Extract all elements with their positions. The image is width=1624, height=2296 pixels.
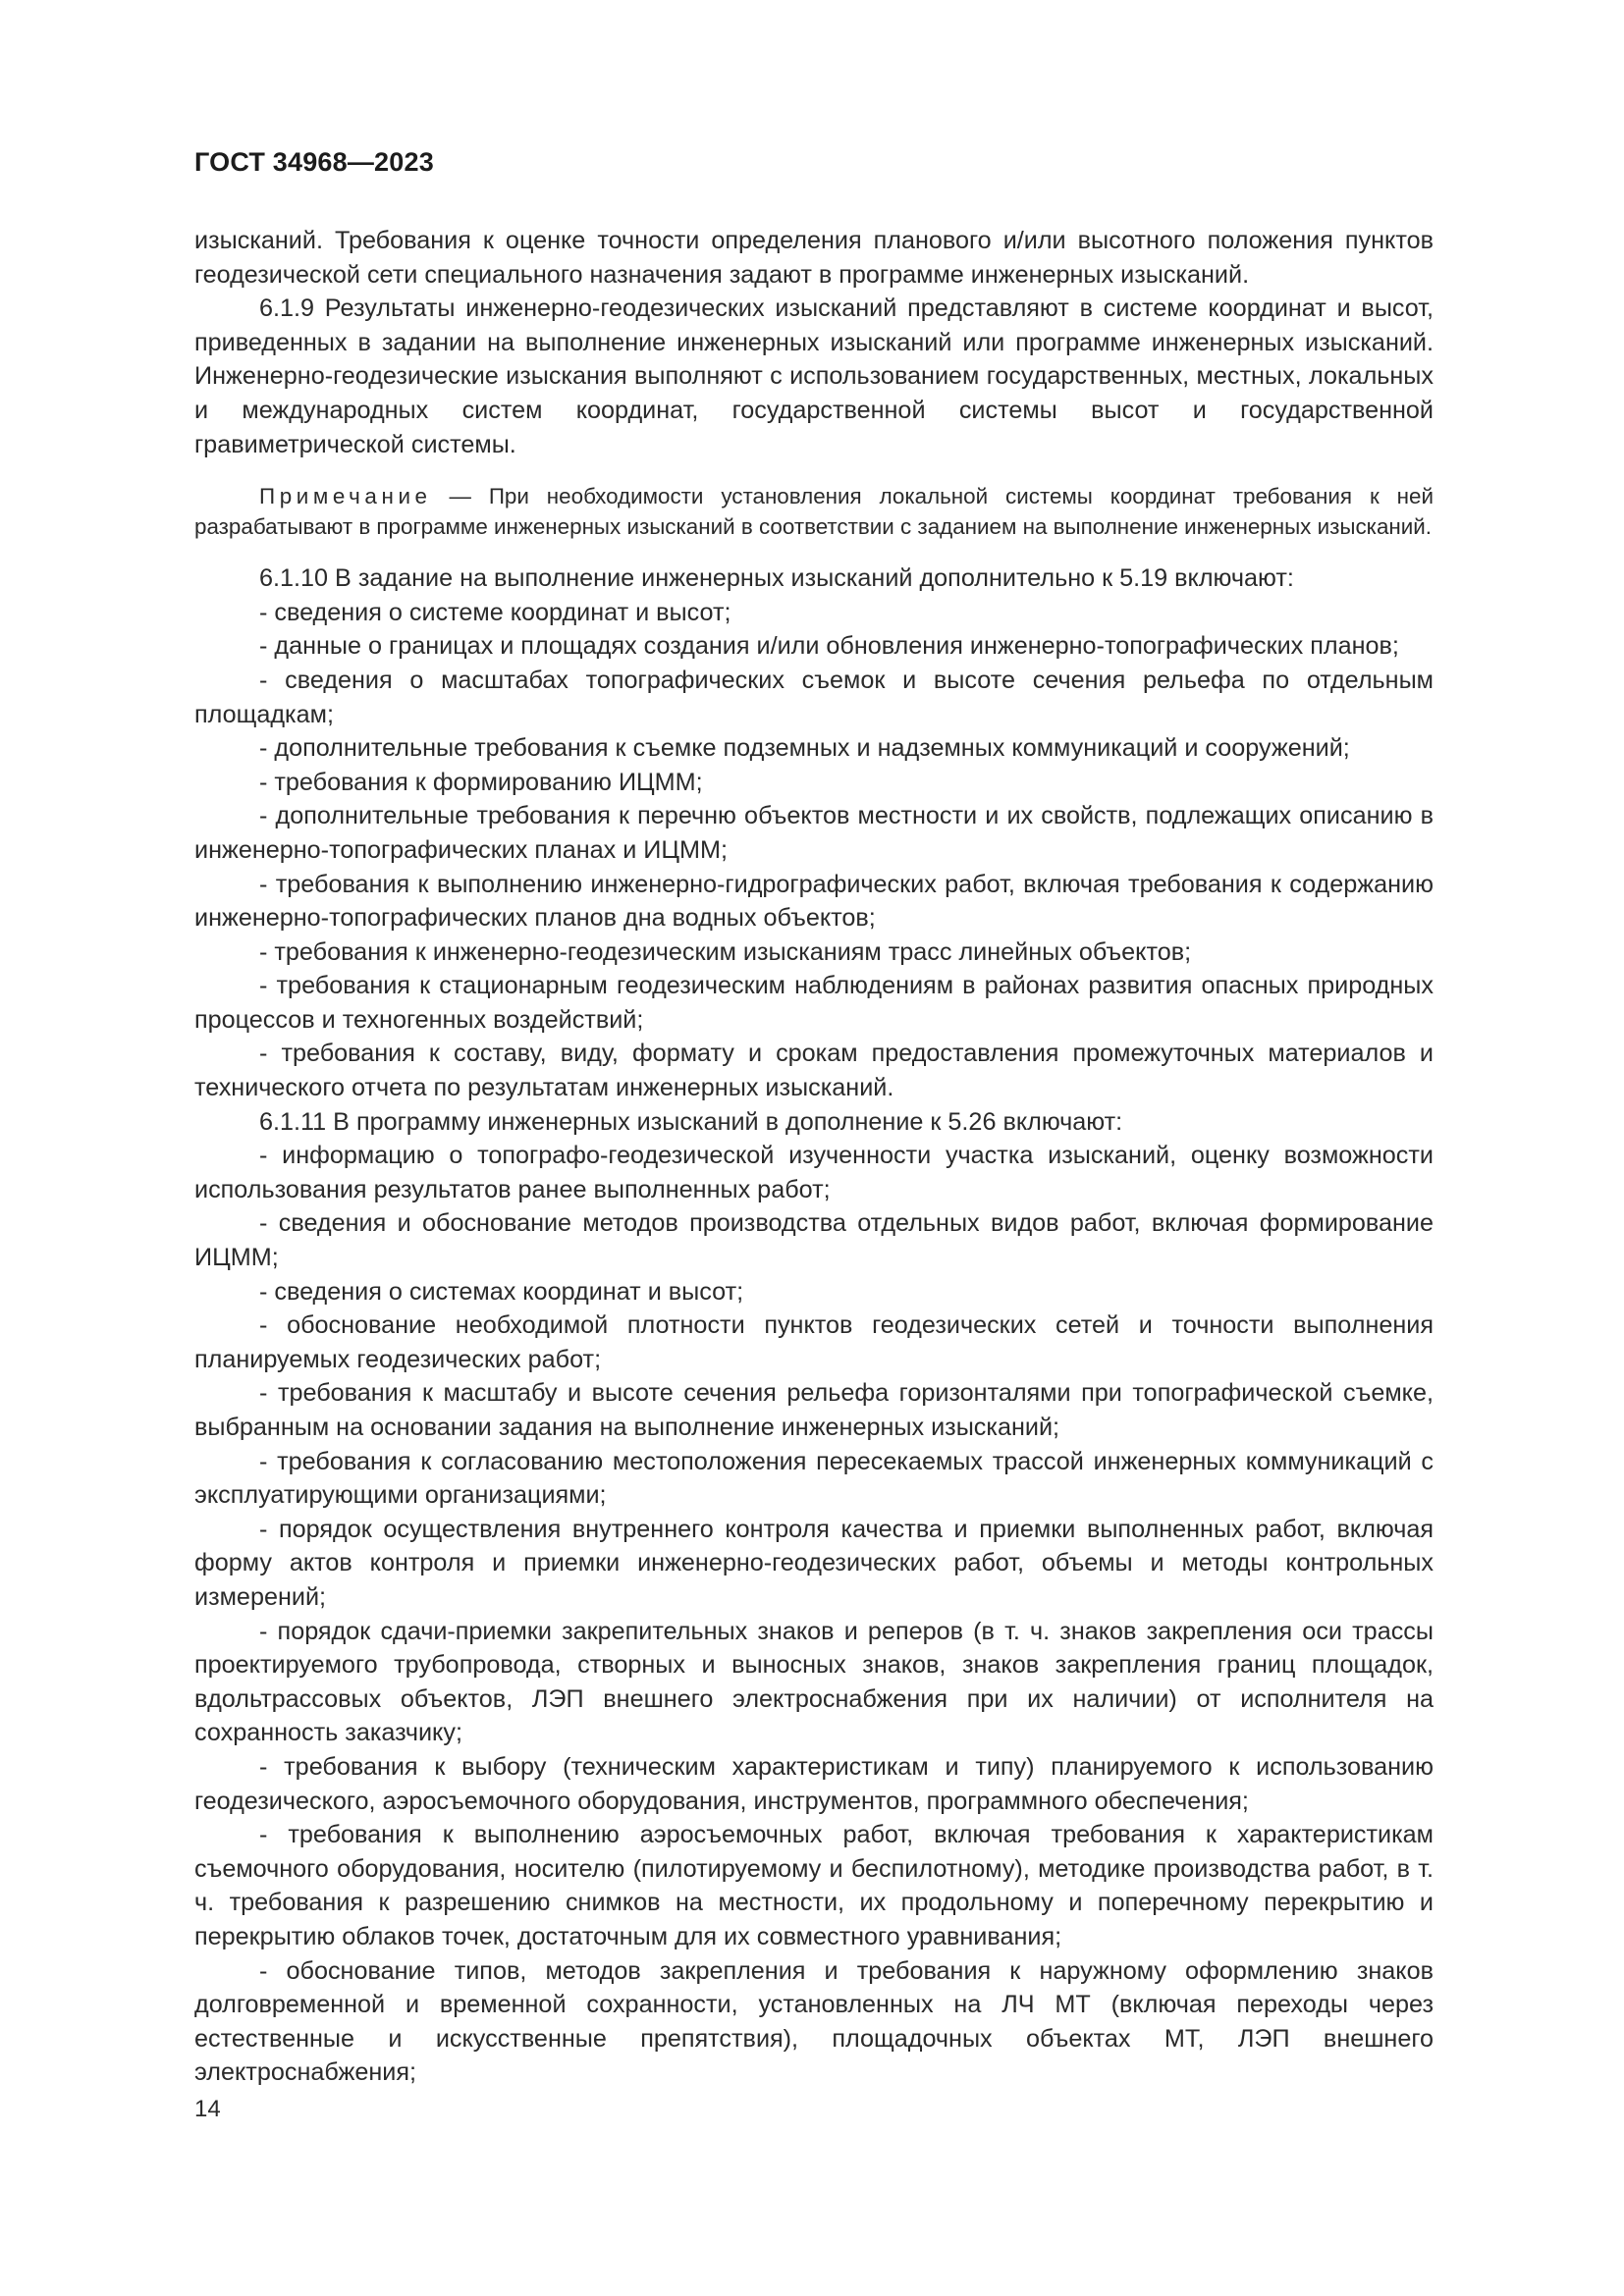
list-item-6-1-10: - сведения о системе координат и высот; <box>259 598 731 626</box>
paragraph-6-1-9: 6.1.9 Результаты инженерно-геодезических изысканий представляют в системе координат и высот, приведенных в задании на выполнение инженерных изысканий или программе инженерных изысканий. Инженерно-геодезические изыскания выполняют с использованием государственных, местных, локальных и международных систем координат, государственной системы высот и государственной гравиметрической системы. <box>194 294 1434 458</box>
list-item-6-1-10: - требования к выполнению инженерно-гидрографических работ, включая требования к содержанию инженерно-топографических планов дна водных объектов; <box>194 870 1434 933</box>
list-item-6-1-10: - данные о границах и площадях создания и/или обновления инженерно-топографических планов; <box>259 632 1399 661</box>
list-item-6-1-11: - порядок осуществления внутреннего контроля качества и приемки выполненных работ, включая форму актов контроля и приемки инженерно-геодезических работ, объемы и методы контрольных измерений; <box>194 1515 1434 1611</box>
document-body <box>194 224 1434 2090</box>
paragraph-6-1-11-intro: 6.1.11 В программу инженерных изысканий в дополнение к 5.26 включают: <box>259 1107 1123 1136</box>
list-item-6-1-11: - требования к выполнению аэросъемочных работ, включая требования к характеристикам съемочного оборудования, носителю (пилотируемому и беспилотному), методике производства работ, в т. ч. требования к разрешению снимков на местности, их продольному и поперечному перекрытию и перекрытию облаков точек, достаточным для их совместного уравнивания; <box>194 1821 1434 1950</box>
list-item-6-1-11: - сведения и обоснование методов производства отдельных видов работ, включая формирование ИЦММ; <box>194 1209 1434 1272</box>
list-item-6-1-11: - сведения о системах координат и высот; <box>259 1277 744 1306</box>
note-text: — При необходимости установления локальной системы координат требования к ней разрабатывают в программе инженерных изысканий в соответствии с заданием на выполнение инженерных изысканий. <box>194 484 1434 540</box>
list-item-6-1-11: - требования к выбору (техническим характеристикам и типу) планируемого к использованию геодезического, аэросъемочного оборудования, инструментов, программного обеспечения; <box>194 1752 1434 1815</box>
list-item-6-1-11: - требования к согласованию местоположения пересекаемых трассой инженерных коммуникаций с эксплуатирующими организациями; <box>194 1447 1434 1510</box>
list-item-6-1-10: - дополнительные требования к перечню объектов местности и их свойств, подлежащих описанию в инженерно-топографических планах и ИЦММ; <box>194 802 1434 864</box>
list-item-6-1-11: - порядок сдачи-приемки закрепительных знаков и реперов (в т. ч. знаков закрепления оси трассы проектируемого трубопровода, створных и выносных знаков, знаков закрепления границ площадок, вдольтрассовых объектов, ЛЭП внешнего электроснабжения при их наличии) от исполнителя на сохранность заказчику; <box>194 1617 1434 1747</box>
paragraph-continuation: изысканий. Требования к оценке точности определения планового и/или высотного положения пунктов геодезической сети специального назначения задают в программе инженерных изысканий. <box>194 227 1434 289</box>
note-label: Примечание <box>259 484 432 509</box>
list-item-6-1-11: - информацию о топографо-геодезической изученности участка изысканий, оценку возможности использования результатов ранее выполненных работ; <box>194 1142 1434 1203</box>
page-number: 14 <box>194 2096 221 2122</box>
list-item-6-1-10: - сведения о масштабах топографических съемок и высоте сечения рельефа по отдельным площадкам; <box>194 666 1434 728</box>
list-item-6-1-10: - дополнительные требования к съемке подземных и надземных коммуникаций и сооружений; <box>259 734 1350 763</box>
list-item-6-1-10: - требования к инженерно-геодезическим изысканиям трасс линейных объектов; <box>259 937 1192 966</box>
list-item-6-1-11: - обоснование необходимой плотности пунктов геодезических сетей и точности выполнения планируемых геодезических работ; <box>194 1311 1434 1373</box>
list-item-6-1-11: - обоснование типов, методов закрепления и требования к наружному оформлению знаков долговременной и временной сохранности, установленных на ЛЧ МТ (включая переходы через естественные и искусственные препятствия), площадочных объектах МТ, ЛЭП внешнего электроснабжения; <box>194 1956 1434 2087</box>
document-header: ГОСТ 34968—2023 <box>194 147 434 177</box>
list-item-6-1-10: - требования к стационарным геодезическим наблюдениям в районах развития опасных природных процессов и техногенных воздействий; <box>194 972 1434 1034</box>
paragraph-6-1-10-intro: 6.1.10 В задание на выполнение инженерных изысканий дополнительно к 5.19 включают: <box>259 564 1294 593</box>
list-item-6-1-10: - требования к составу, виду, формату и срокам предоставления промежуточных материалов и технического отчета по результатам инженерных изысканий. <box>194 1040 1434 1102</box>
list-item-6-1-11: - требования к масштабу и высоте сечения рельефа горизонталями при топографической съемке, выбранным на основании задания на выполнение инженерных изысканий; <box>194 1379 1434 1441</box>
list-item-6-1-10: - требования к формированию ИЦММ; <box>259 768 703 796</box>
note-block <box>194 481 1434 542</box>
